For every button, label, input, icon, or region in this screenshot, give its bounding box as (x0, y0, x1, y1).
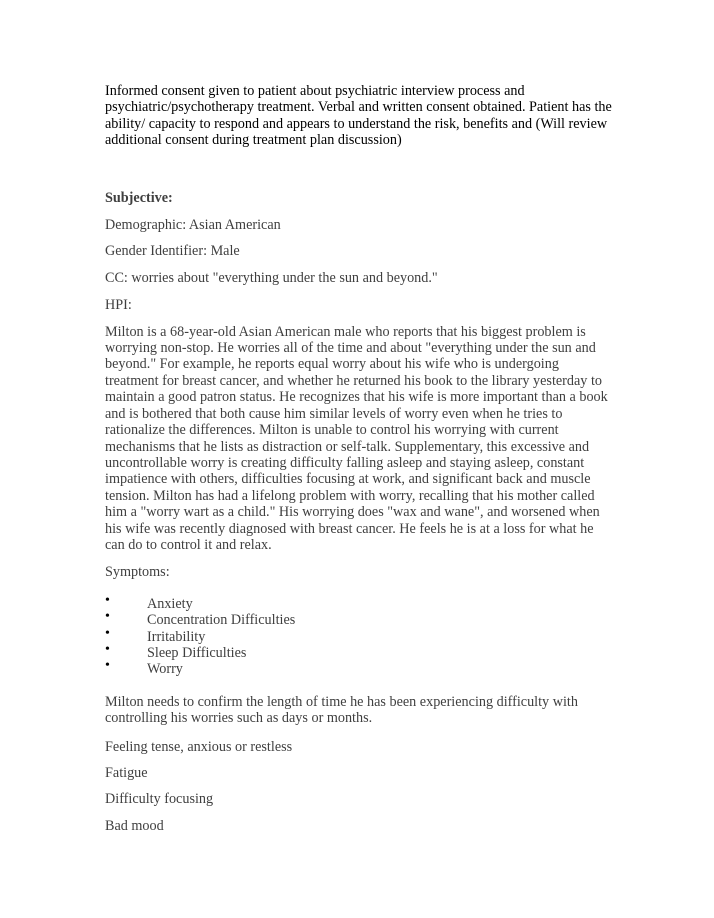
consent-paragraph: Informed consent given to patient about psychiatric interview process and psychiatric/psychotherapy treatment. Verbal and written consent obtained. Patient has the ability/ capacity to respond and appears to understand the risk, benefits and (Will review additional consent during treatment plan discussion) (105, 83, 612, 149)
note-line: Difficulty focusing (105, 791, 214, 808)
chief-complaint-line: CC: worries about "everything under the sun and beyond." (105, 269, 438, 286)
note-line: Bad mood (105, 817, 164, 834)
followup-paragraph: Milton needs to confirm the length of time he has been experiencing difficulty with controlling his worries such as days or months. (105, 693, 578, 727)
bullet-icon: • (105, 592, 110, 608)
hpi-paragraph: Milton is a 68-year-old Asian American male who reports that his biggest problem is worrying non-stop. He worries all of the time and about "everything under the sun and beyond." For example, he reports equal worry about his wife who is undergoing treatment for breast cancer, and whether he returned his book to the library yesterday to maintain a good patron status. He recognizes that his wife is more important than a book and is bothered that both cause him similar levels of worry even when he tries to rationalize the differences. Milton is unable to control his worrying with current mechanisms that he lists as distraction or self-talk. Supplementary, this excessive and uncontrollable worry is creating difficulty falling asleep and staying asleep, constant impatience with others, difficulties focusing at work, and significant back and muscle tension. Milton has had a lifelong problem with worry, recalling that his mother called him a "worry wart as a child." His worrying does "wax and wane", and worsened when his wife was recently diagnosed with breast cancer. He feels he is at a loss for what he can do to control it and relax. (105, 323, 608, 553)
list-item (105, 641, 614, 661)
hpi-label: HPI: (105, 297, 132, 314)
subjective-heading: Subjective: (105, 189, 173, 206)
symptoms-list (105, 592, 614, 678)
symptom-label: Concentration Difficulties (147, 612, 296, 629)
bullet-icon: • (105, 658, 110, 674)
bullet-icon: • (105, 641, 110, 657)
symptom-label: Sleep Difficulties (147, 644, 247, 661)
bullet-icon: • (105, 625, 110, 641)
list-item (105, 592, 614, 612)
gender-line: Gender Identifier: Male (105, 243, 240, 260)
symptom-label: Worry (147, 661, 183, 678)
list-item (105, 658, 614, 678)
symptom-label: Irritability (147, 628, 206, 645)
list-item (105, 625, 614, 645)
symptoms-label: Symptoms: (105, 564, 170, 581)
bullet-icon: • (105, 609, 110, 625)
list-item (105, 609, 614, 629)
symptom-label: Anxiety (147, 595, 193, 612)
note-line: Fatigue (105, 765, 148, 781)
note-line: Feeling tense, anxious or restless (105, 738, 293, 755)
demographic-line: Demographic: Asian American (105, 217, 281, 234)
